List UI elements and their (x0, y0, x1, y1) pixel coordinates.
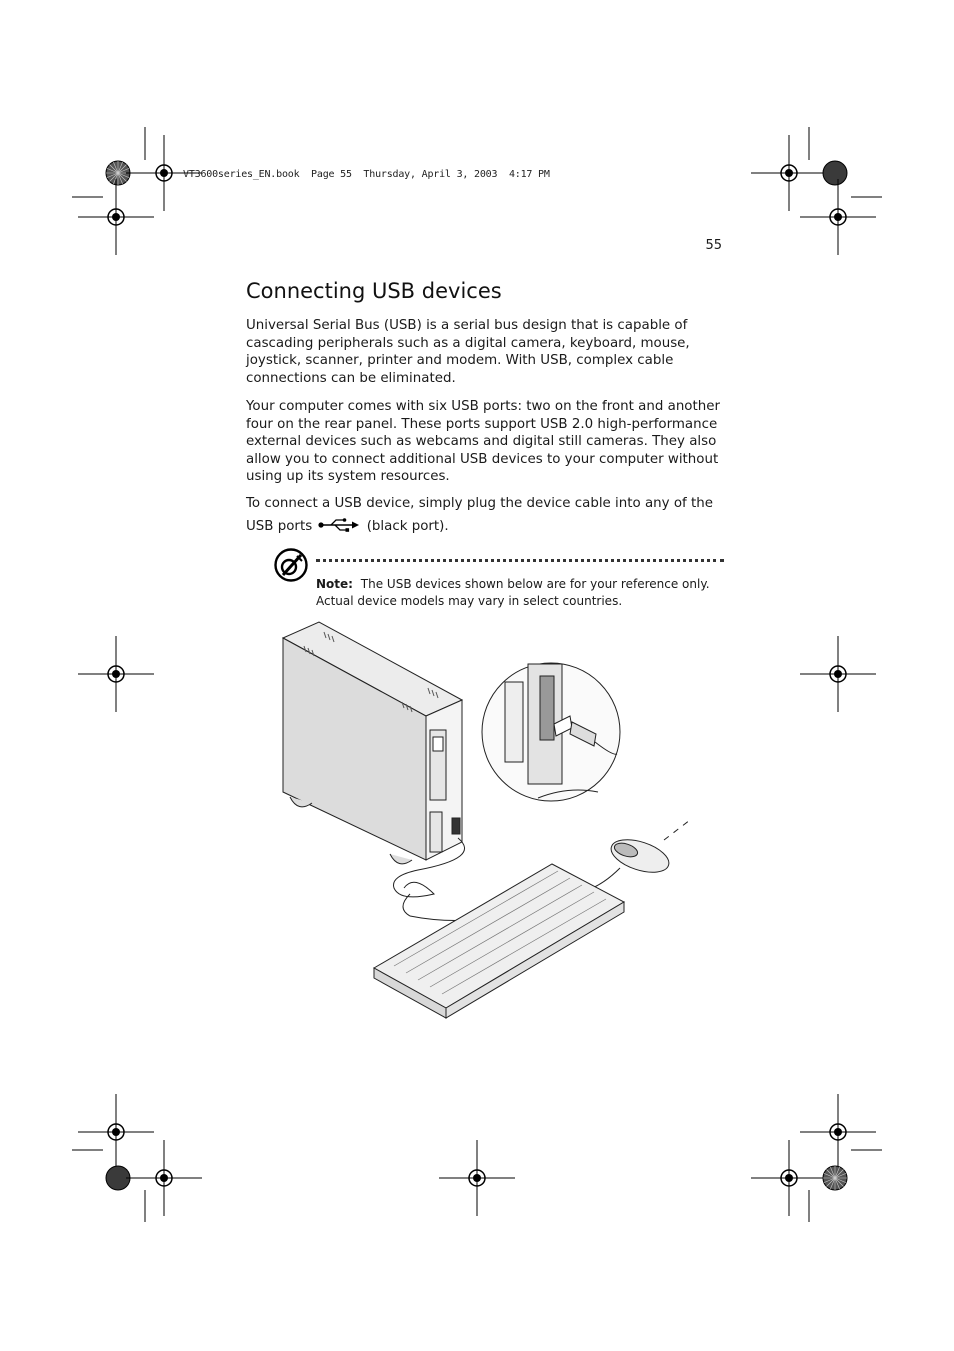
usb-devices-illustration (270, 612, 710, 1028)
registration-mark-icon (823, 161, 847, 185)
keyboard-image (374, 864, 624, 1018)
note-body: The USB devices shown below are for your reference only. Actual device models may vary in select countries. (316, 577, 710, 608)
print-header: VT3600series_EN.book Page 55 Thursday, April 3, 2003 4:17 PM (183, 169, 550, 180)
desktop-tower-image (283, 622, 462, 864)
registration-mark-icon (751, 1140, 827, 1216)
paragraph-connect-line2 (246, 518, 726, 536)
usb-icon (318, 518, 360, 532)
connect-text-before: USB ports (246, 519, 313, 534)
registration-mark-icon (800, 1094, 876, 1170)
paragraph-connect-line1: To connect a USB device, simply plug the device cable into any of the (246, 496, 713, 511)
registration-mark-icon (800, 179, 876, 255)
registration-mark-icon (800, 636, 876, 712)
registration-mark-icon (78, 179, 154, 255)
mouse-image (580, 820, 690, 892)
registration-mark-icon (78, 1094, 154, 1170)
note-divider (316, 559, 724, 562)
paragraph-usb-intro: Universal Serial Bus (USB) is a serial bus design that is capable of cascading peripherals such as a digital camera, keyboard, mouse, joystick, scanner, printer and modem. With USB, complex cable connections can be eliminated. (246, 318, 690, 386)
usb-port-closeup (482, 663, 620, 801)
note-icon (274, 548, 308, 582)
registration-mark-icon (78, 636, 154, 712)
page-number: 55 (705, 238, 722, 253)
registration-mark-icon (439, 1140, 515, 1216)
page-title: Connecting USB devices (246, 279, 502, 303)
paragraph-usb-ports: Your computer comes with six USB ports: two on the front and another four on the rear panel. These ports support USB 2.0 high-performance external devices such as webcams and digital still cameras. They also allow you to connect additional USB devices to your computer without using up its system resources. (246, 399, 720, 485)
note-text (316, 576, 726, 609)
note-label: Note: (316, 577, 353, 591)
connect-text-after: (black port). (366, 519, 449, 534)
registration-mark-icon (126, 1140, 202, 1216)
registration-mark-icon (823, 1166, 847, 1190)
registration-mark-icon (751, 135, 827, 211)
